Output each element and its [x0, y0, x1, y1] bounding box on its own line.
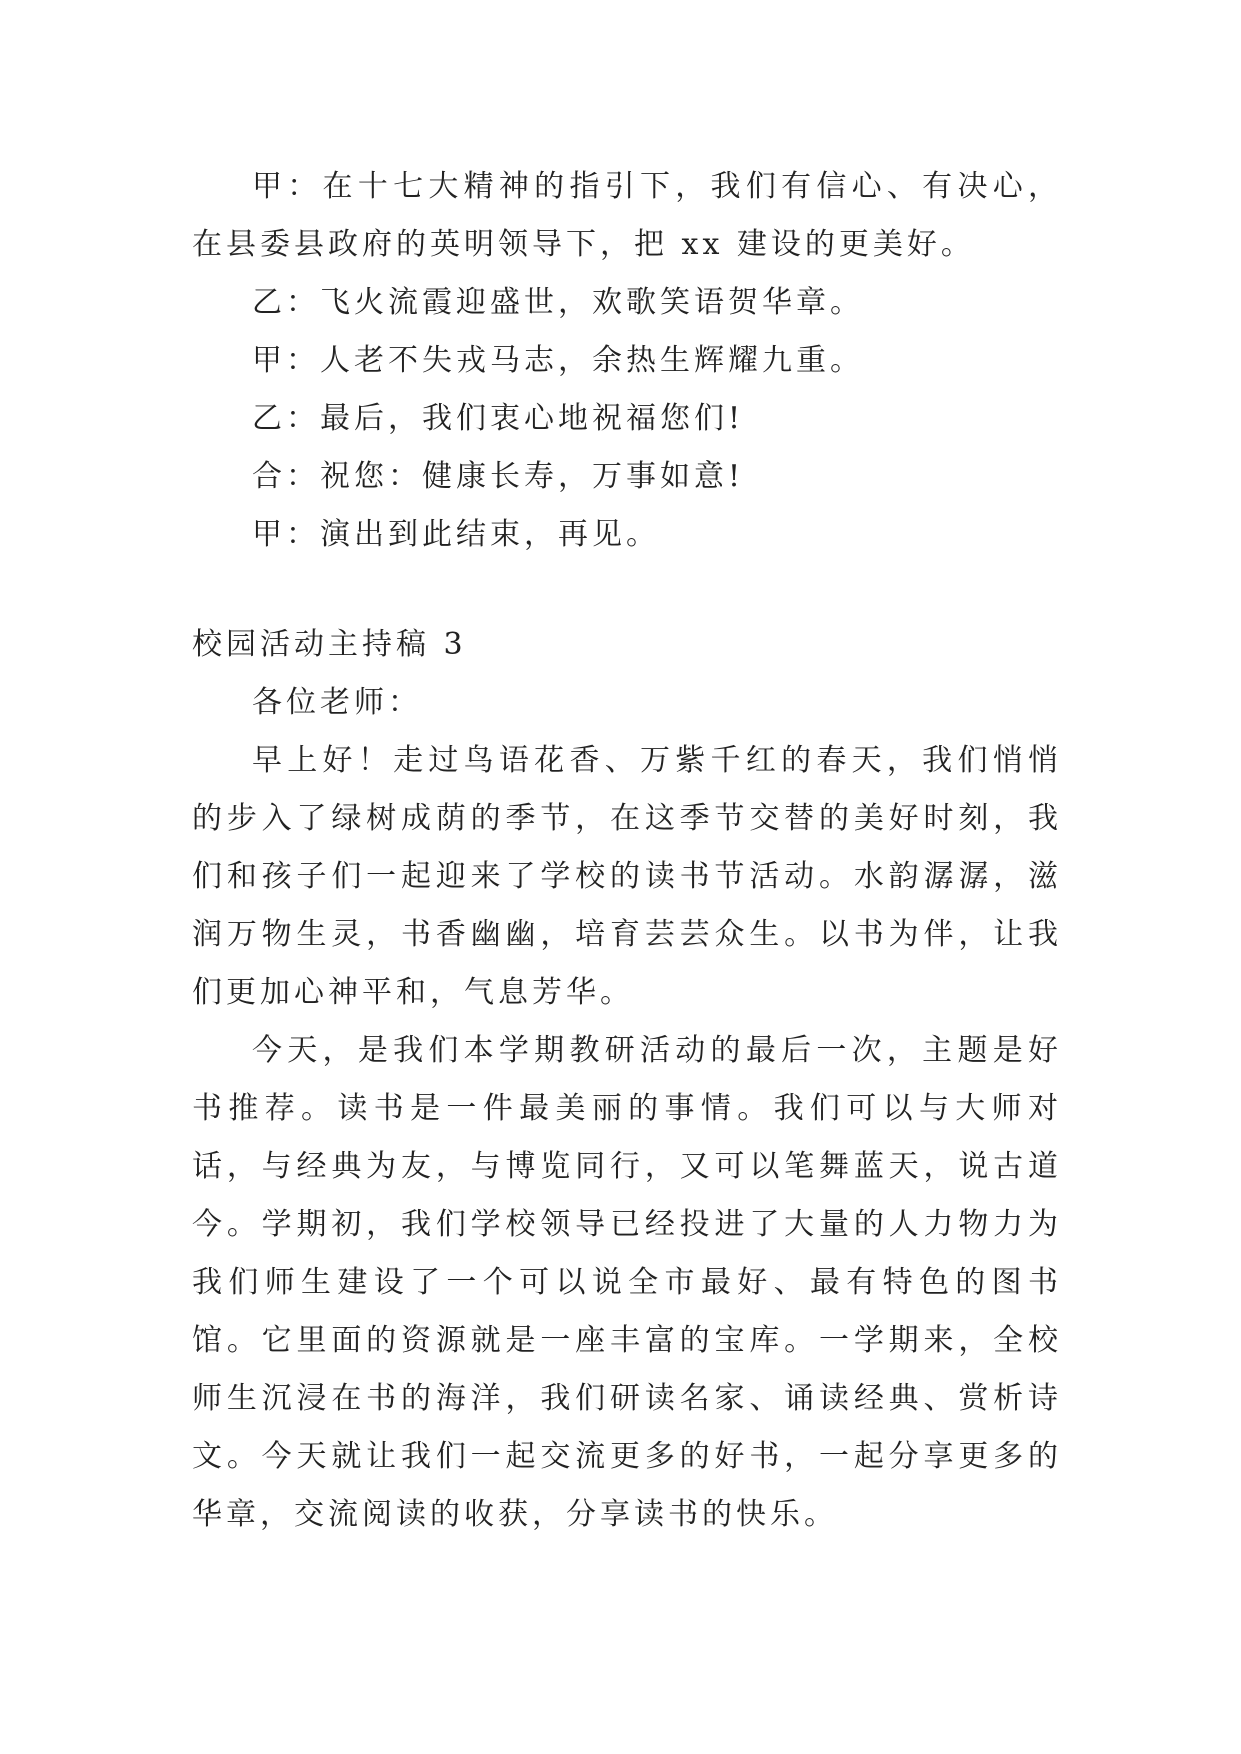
body-paragraph: 今天，是我们本学期教研活动的最后一次，主题是好书推荐。读书是一件最美丽的事情。我们可以与大师对话，与经典为友，与博览同行，又可以笔舞蓝天，说古道今。学期初，我们学校领导已经投进了大量的人力物力为我们师生建设了一个可以说全市最好、最有特色的图书馆。它里面的资源就是一座丰富的宝库。一学期来，全校师生沉浸在书的海洋，我们研读名家、诵读经典、赏析诗文。今天就让我们一起交流更多的好书，一起分享更多的华章，交流阅读的收获，分享读书的快乐。 [192, 1033, 1062, 1532]
body-paragraph: 早上好！走过鸟语花香、万紫千红的春天，我们悄悄的步入了绿树成荫的季节，在这季节交替的美好时刻，我们和孩子们一起迎来了学校的读书节活动。水韵潺潺，滋润万物生灵，书香幽幽，培育芸芸众生。以书为伴，让我们更加心神平和，气息芳华。 [192, 743, 1062, 1010]
dialogue-line: 甲：在十七大精神的指引下，我们有信心、有决心，在县委县政府的英明领导下，把 xx 建设的更美好。 [192, 169, 1062, 262]
section-title: 校园活动主持稿 3 [192, 627, 467, 662]
dialogue-line: 乙：飞火流霞迎盛世，欢歌笑语贺华章。 [252, 285, 864, 320]
dialogue-line: 合：祝您：健康长寿，万事如意! [252, 459, 745, 494]
salutation: 各位老师： [252, 685, 422, 720]
document-body [192, 158, 1062, 1544]
dialogue-line: 乙：最后，我们衷心地祝福您们! [252, 401, 745, 436]
dialogue-line: 甲：演出到此结束，再见。 [252, 517, 660, 552]
dialogue-line: 甲：人老不失戎马志，余热生辉耀九重。 [252, 343, 864, 378]
